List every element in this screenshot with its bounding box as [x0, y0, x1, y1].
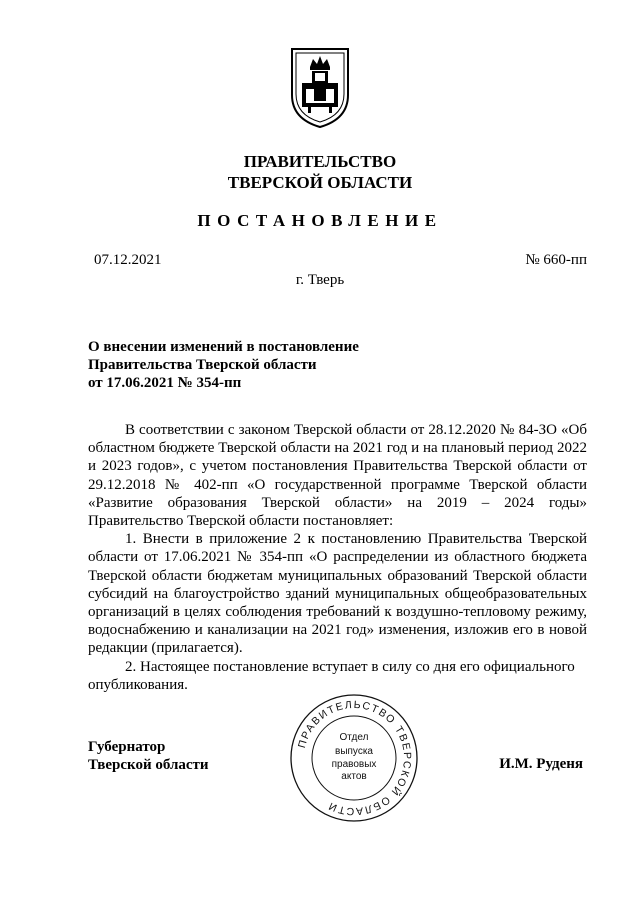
preamble-paragraph: В соответствии с законом Тверской области от 28.12.2020 № 84-ЗО «Об областном бюджете Тверской области на 2021 год и на плановый период 2022 и 2023 годов», с учетом постановления Правительства Тверской области от 29.12.2018 № 402-пп «О государственной программе Тверской области «Развитие образования Тверской области» на 2019 – 2024 годы» Правительство Тверской области постановляет: — [88, 422, 587, 530]
stamp-line4: актов — [341, 771, 367, 782]
subject-line3: от 17.06.2021 № 354-пп — [88, 375, 242, 391]
subject-line1: О внесении изменений в постановление — [88, 339, 359, 355]
document-type-title: ПОСТАНОВЛЕНИЕ — [197, 211, 443, 230]
stamp-ring-text: ПРАВИТЕЛЬСТВО ТВЕРСКОЙ ОБЛАСТИ — [296, 698, 414, 818]
stamp-line3: правовых — [331, 759, 377, 770]
signatory-position-line2: Тверской области — [88, 757, 209, 773]
subject-line2: Правительства Тверской области — [88, 357, 317, 373]
coat-of-arms-emblem — [288, 47, 352, 129]
government-title-line2: ТВЕРСКОЙ ОБЛАСТИ — [227, 173, 413, 192]
official-stamp — [288, 692, 420, 824]
document-number: № 660-пп — [525, 252, 587, 268]
item-1-paragraph: 1. Внести в приложение 2 к постановлению Правительства Тверской области от 17.06.2021 № 354-пп «О распределении из областного бюджета Тверской области бюджетам муниципальных образований Тверской области субсидий на благоустройство зданий муниципальных общеобразовательных организаций в целях соблюдения требований к воздушно-тепловому режиму, водоснабжению и канализации на 2021 год» изменения, изложив его в новой редакции (прилагается). — [88, 531, 587, 657]
signatory-position — [88, 738, 209, 774]
item-2-paragraph: 2. Настоящее постановление вступает в силу со дня его официального опубликования. — [88, 658, 575, 693]
document-date: 07.12.2021 — [94, 252, 162, 268]
signatory-position-line1: Губернатор — [88, 739, 166, 755]
stamp-line2: выпуска — [335, 746, 373, 757]
stamp-line1: Отдел — [339, 732, 369, 743]
document-city: г. Тверь — [295, 272, 345, 288]
document-body — [88, 421, 587, 694]
document-subject — [88, 338, 359, 392]
government-title-line1: ПРАВИТЕЛЬСТВО — [243, 152, 397, 171]
signatory-name: И.М. Руденя — [499, 756, 583, 772]
